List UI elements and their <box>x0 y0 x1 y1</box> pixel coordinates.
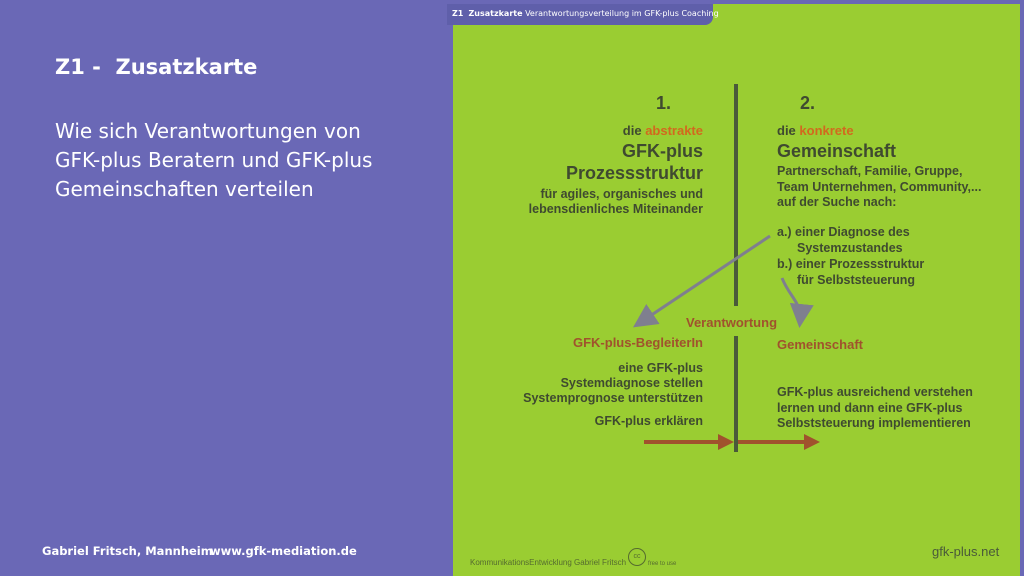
left-desc-1: für agiles, organisches und <box>540 187 703 201</box>
responsibility-label: Verantwortung <box>686 315 778 330</box>
right-desc-1: Partnerschaft, Familie, Gruppe, <box>777 164 963 178</box>
left-desc-2: lebensdienliches Miteinander <box>528 202 703 216</box>
arrow-right-red-head <box>804 434 820 450</box>
footer-author: Gabriel Fritsch, Mannheim <box>42 544 213 558</box>
gemeinschaft-task-3: Selbststeuerung implementieren <box>777 416 971 430</box>
header-label: Zusatzkarte <box>468 9 523 18</box>
left-heading-small: die abstrakte <box>622 123 703 138</box>
right-desc-2: Team Unternehmen, Community,... <box>777 180 982 194</box>
column-1-number: 1. <box>656 93 672 113</box>
site-url: gfk-plus.net <box>932 544 1000 559</box>
begleiter-task-3: Systemprognose unterstützen <box>523 391 703 405</box>
arrow-to-begleiter <box>638 236 770 324</box>
right-item-b1: b.) einer Prozessstruktur <box>777 257 925 271</box>
brand-text: KommunikationsEntwicklung Gabriel Fritsch <box>470 558 627 567</box>
right-item-a1: a.) einer Diagnose des <box>777 225 910 239</box>
subtitle-line: Wie sich Verantwortungen von <box>55 119 361 143</box>
left-heading-1: GFK-plus <box>622 141 703 161</box>
license-text: free to use <box>648 561 677 567</box>
begleiter-task-4: GFK-plus erklären <box>594 414 703 428</box>
right-item-b2: für Selbststeuerung <box>797 273 916 287</box>
creative-commons-icon: cc <box>628 548 646 566</box>
right-item-a2: Systemzustandes <box>797 241 903 255</box>
gemeinschaft-task-2: lernen und dann eine GFK-plus <box>777 401 963 415</box>
column-2-number: 2. <box>800 93 816 113</box>
subtitle-line: GFK-plus Beratern und GFK-plus <box>55 148 373 172</box>
header-rest: Verantwortungsverteilung im GFK-plus Coaching <box>525 9 719 18</box>
slide-title: Z1 - Zusatzkarte <box>55 55 258 79</box>
left-accent: abstrakte <box>645 123 703 138</box>
subtitle-line: Gemeinschaften verteilen <box>55 177 314 201</box>
header-code: Z1 <box>452 9 464 18</box>
begleiter-task-1: eine GFK-plus <box>618 361 703 375</box>
right-desc-3: auf der Suche nach: <box>777 195 897 209</box>
right-heading-1: Gemeinschaft <box>777 141 897 161</box>
gemeinschaft-title: Gemeinschaft <box>777 337 863 352</box>
gemeinschaft-task-1: GFK-plus ausreichend verstehen <box>777 385 973 399</box>
right-accent: konkrete <box>799 123 854 138</box>
arrow-left-red-head <box>718 434 734 450</box>
left-heading-2: Prozessstruktur <box>565 163 703 183</box>
begleiter-task-2: Systemdiagnose stellen <box>560 376 703 390</box>
begleiter-title: GFK-plus-BegleiterIn <box>572 335 703 350</box>
footer-url: www.gfk-mediation.de <box>210 544 357 558</box>
right-heading-small: die konkrete <box>777 123 854 138</box>
